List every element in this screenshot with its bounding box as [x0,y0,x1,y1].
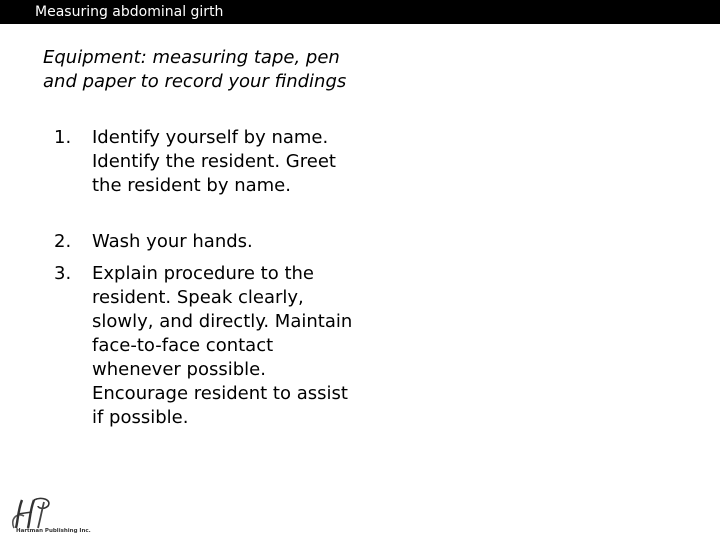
logo-publisher-name: Hartman Publishing Inc. [16,528,91,534]
equipment-text: Equipment: measuring tape, pen and paper to record your findings [43,47,347,92]
publisher-logo [8,494,113,534]
slide-title: Measuring abdominal girth [35,4,224,20]
hartman-logo-mark [8,494,113,534]
step-number: 1. [54,127,72,148]
step-number: 3. [54,263,72,284]
step-text: Explain procedure to the resident. Speak clearly, slowly, and directly. Maintain face-to-face contact whenever possible. Encourage resident to assist if possible. [92,263,353,428]
step-text: Wash your hands. [92,231,253,252]
step-text: Identify yourself by name. Identify the resident. Greet the resident by name. [92,127,336,196]
title-bar [0,0,720,24]
step-number: 2. [54,231,72,252]
